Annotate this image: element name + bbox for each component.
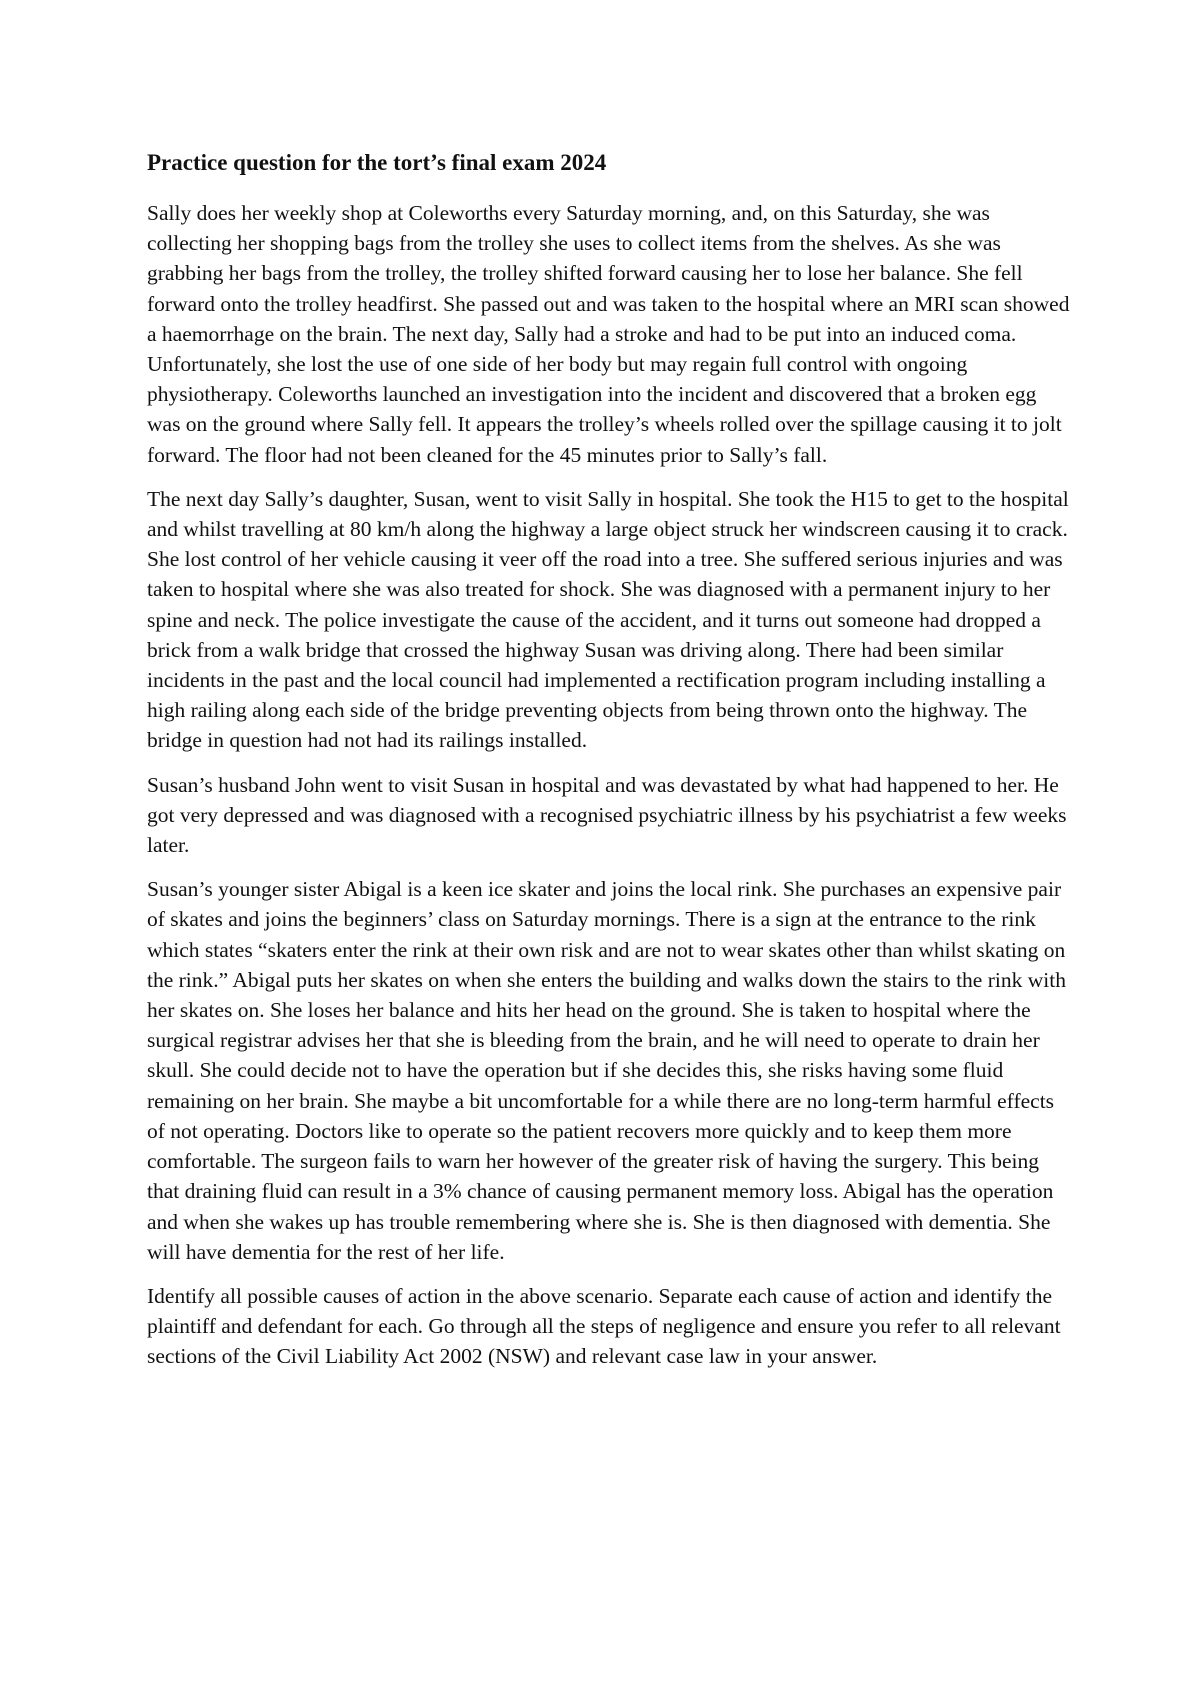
paragraph-sally: Sally does her weekly shop at Coleworths every Saturday morning, and, on this Saturday, she was collecting her shopping bags from the trolley she uses to collect items from the shelves. As she was grabbing her bags from the trolley, the trolley shifted forward causing her to lose her balance. She fell forward onto the trolley headfirst. She passed out and was taken to the hospital where an MRI scan showed a haemorrhage on the brain. The next day, Sally had a stroke and had to be put into an induced coma. Unfortunately, she lost the use of one side of her body but may regain full control with ongoing physiotherapy. Coleworths launched an investigation into the incident and discovered that a broken egg was on the ground where Sally fell. It appears the trolley’s wheels rolled over the spillage causing it to jolt forward. The floor had not been cleaned for the 45 minutes prior to Sally’s fall.: [147, 201, 1070, 467]
paragraph-abigal: Susan’s younger sister Abigal is a keen ice skater and joins the local rink. She purchases an expensive pair of skates and joins the beginners’ class on Saturday mornings. There is a sign at the entrance to the rink which states “skaters enter the rink at their own risk and are not to wear skates other than whilst skating on the rink.” Abigal puts her skates on when she enters the building and walks down the stairs to the rink with her skates on. She loses her balance and hits her head on the ground. She is taken to hospital where the surgical registrar advises her that she is bleeding from the brain, and he will need to operate to drain her skull. She could decide not to have the operation but if she decides this, she risks having some fluid remaining on her brain. She maybe a bit uncomfortable for a while there are no long-term harmful effects of not operating. Doctors like to operate so the patient recovers more quickly and to keep them more comfortable. The surgeon fails to warn her however of the greater risk of having the surgery. This being that draining fluid can result in a 3% chance of causing permanent memory loss. Abigal has the operation and when she wakes up has trouble remembering where she is. She is then diagnosed with dementia. She will have dementia for the rest of her life.: [147, 877, 1066, 1264]
paragraph-susan: The next day Sally’s daughter, Susan, went to visit Sally in hospital. She took the H15 to get to the hospital and whilst travelling at 80 km/h along the highway a large object struck her windscreen causing it to crack. She lost control of her vehicle causing it veer off the road into a tree. She suffered serious injuries and was taken to hospital where she was also treated for shock. She was diagnosed with a permanent injury to her spine and neck. The police investigate the cause of the accident, and it turns out someone had dropped a brick from a walk bridge that crossed the highway Susan was driving along. There had been similar incidents in the past and the local council had implemented a rectification program including installing a high railing along each side of the bridge preventing objects from being thrown onto the highway. The bridge in question had not had its railings installed.: [147, 486, 1069, 753]
paragraph-john: Susan’s husband John went to visit Susan in hospital and was devastated by what had happened to her. He got very depressed and was diagnosed with a recognised psychiatric illness by his psychiatrist a few weeks later.: [147, 772, 1067, 858]
document-title: Practice question for the tort’s final exam 2024: [147, 150, 607, 175]
paragraph-instructions: Identify all possible causes of action in the above scenario. Separate each cause of action and identify the plaintiff and defendant for each. Go through all the steps of negligence and ensure you refer to all relevant sections of the Civil Liability Act 2002 (NSW) and relevant case law in your answer.: [147, 1283, 1061, 1369]
